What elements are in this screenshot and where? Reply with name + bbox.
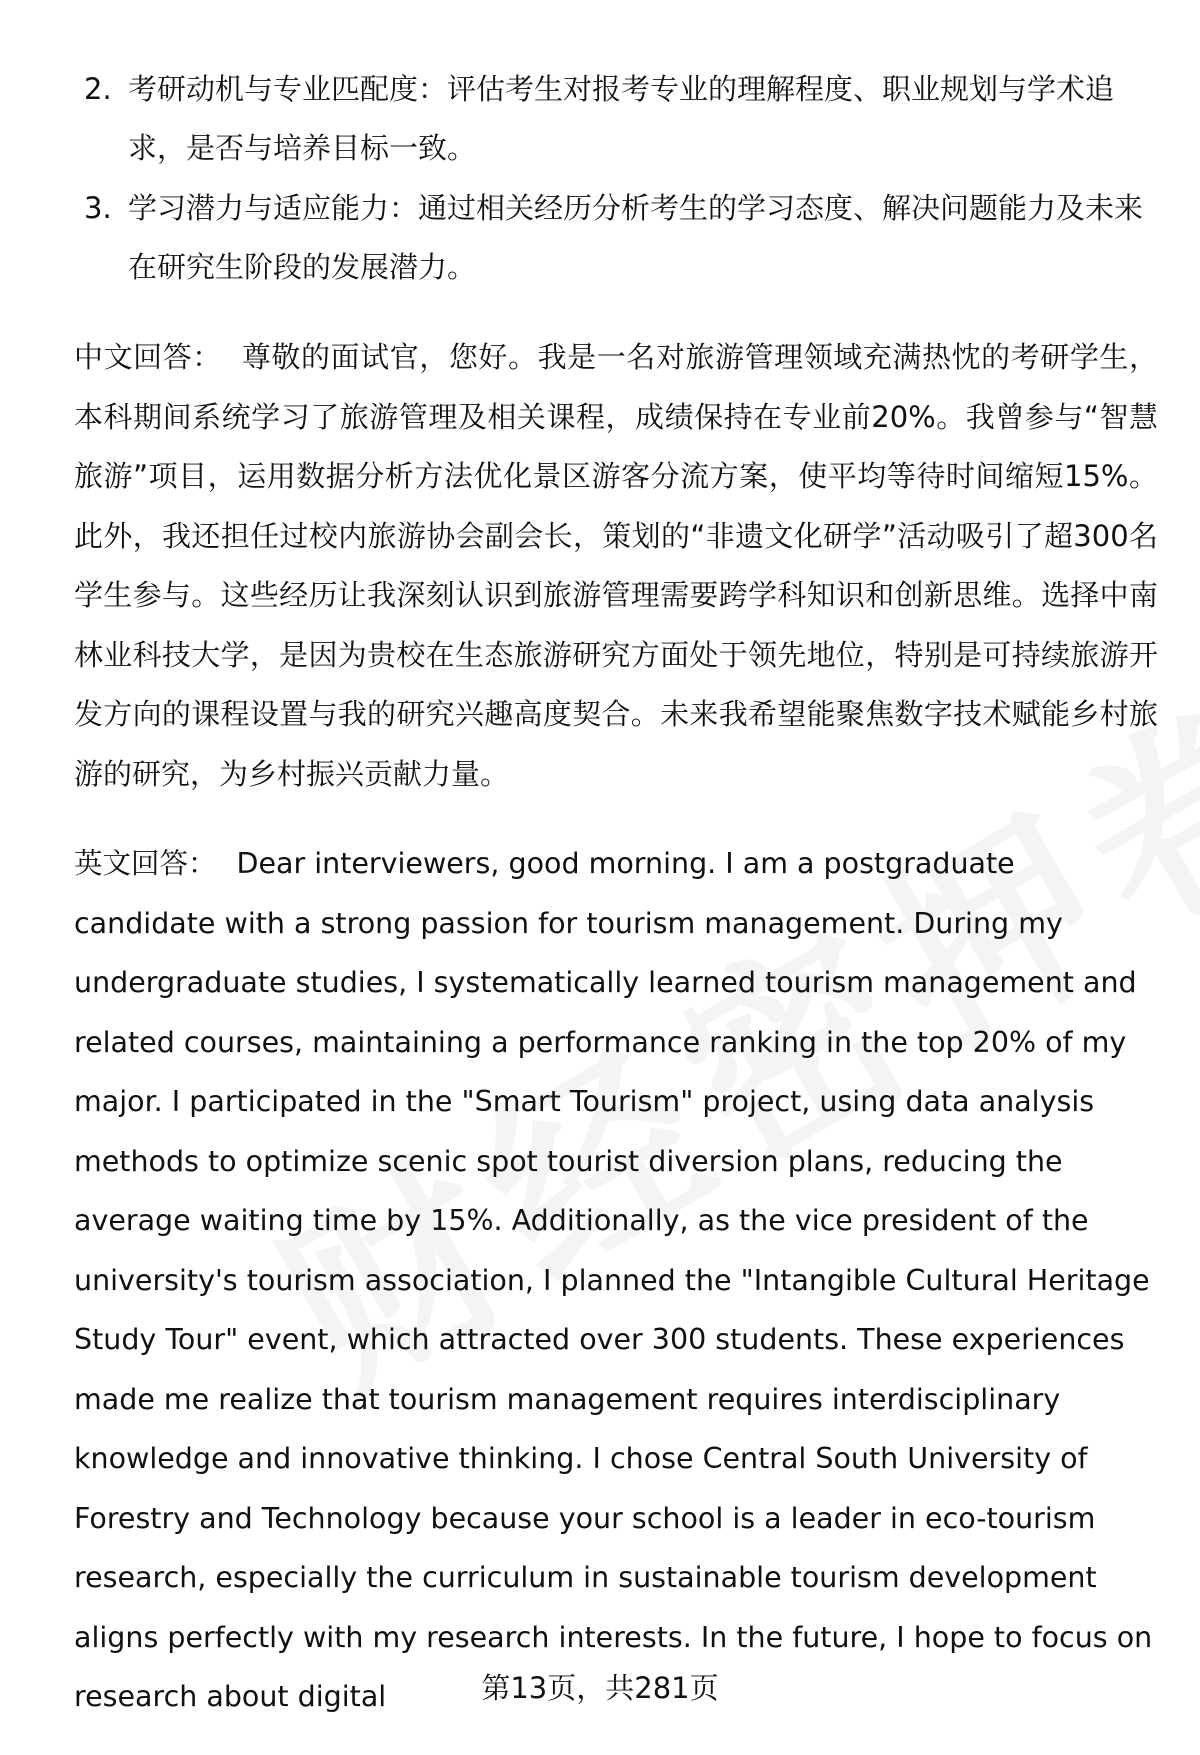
list-item-number: 3. bbox=[84, 191, 112, 225]
chinese-answer-paragraph bbox=[74, 328, 1158, 804]
list-item bbox=[74, 60, 1154, 178]
list-item-text: 学习潜力与适应能力：通过相关经历分析考生的学习态度、解决问题能力及未来在研究生阶段的发展潜力。 bbox=[128, 191, 1144, 284]
criteria-list bbox=[74, 60, 1154, 298]
english-answer-paragraph bbox=[74, 834, 1158, 1727]
list-item-number: 2. bbox=[84, 72, 112, 106]
chinese-answer-label: 中文回答： bbox=[74, 340, 222, 374]
english-answer-text: Dear interviewers, good morning. I am a postgraduate candidate with a strong passion for tourism management. During my undergraduate studies, I systematically learned tourism management and related courses, maintaining a performance ranking in the top 20% of my major. I participated in the "Smart Tourism" project, using data analysis methods to optimize scenic spot tourist diversion plans, reducing the average waiting time by 15%. Additionally, as the vice president of the university's tourism association, I planned the "Intangible Cultural Heritage Study Tour" event, which attracted over 300 students. These experiences made me realize that tourism management requires interdisciplinary knowledge and innovative thinking. I chose Central South University of Forestry and Technology because your school is a leader in eco-tourism research, especially the curriculum in sustainable tourism development aligns perfectly with my research interests. In the future, I hope to focus on research about digital bbox=[74, 847, 1153, 1713]
list-item-text: 考研动机与专业匹配度：评估考生对报考专业的理解程度、职业规划与学术追求，是否与培养目标一致。 bbox=[128, 72, 1115, 165]
chinese-answer-text: 尊敬的面试官，您好。我是一名对旅游管理领域充满热忱的考研学生，本科期间系统学习了旅游管理及相关课程，成绩保持在专业前20%。我曾参与“智慧旅游”项目，运用数据分析方法优化景区游客分流方案，使平均等待时间缩短15%。此外，我还担任过校内旅游协会副会长，策划的“非遗文化研学”活动吸引了超300名学生参与。这些经历让我深刻认识到旅游管理需要跨学科知识和创新思维。选择中南林业科技大学，是因为贵校在生态旅游研究方面处于领先地位，特别是可持续旅游开发方向的课程设置与我的研究兴趣高度契合。未来我希望能聚焦数字技术赋能乡村旅游的研究，为乡村振兴贡献力量。 bbox=[74, 340, 1158, 791]
list-item bbox=[74, 179, 1154, 297]
page-number: 第13页，共281页 bbox=[481, 1671, 719, 1705]
english-answer-label: 英文回答： bbox=[74, 847, 217, 880]
